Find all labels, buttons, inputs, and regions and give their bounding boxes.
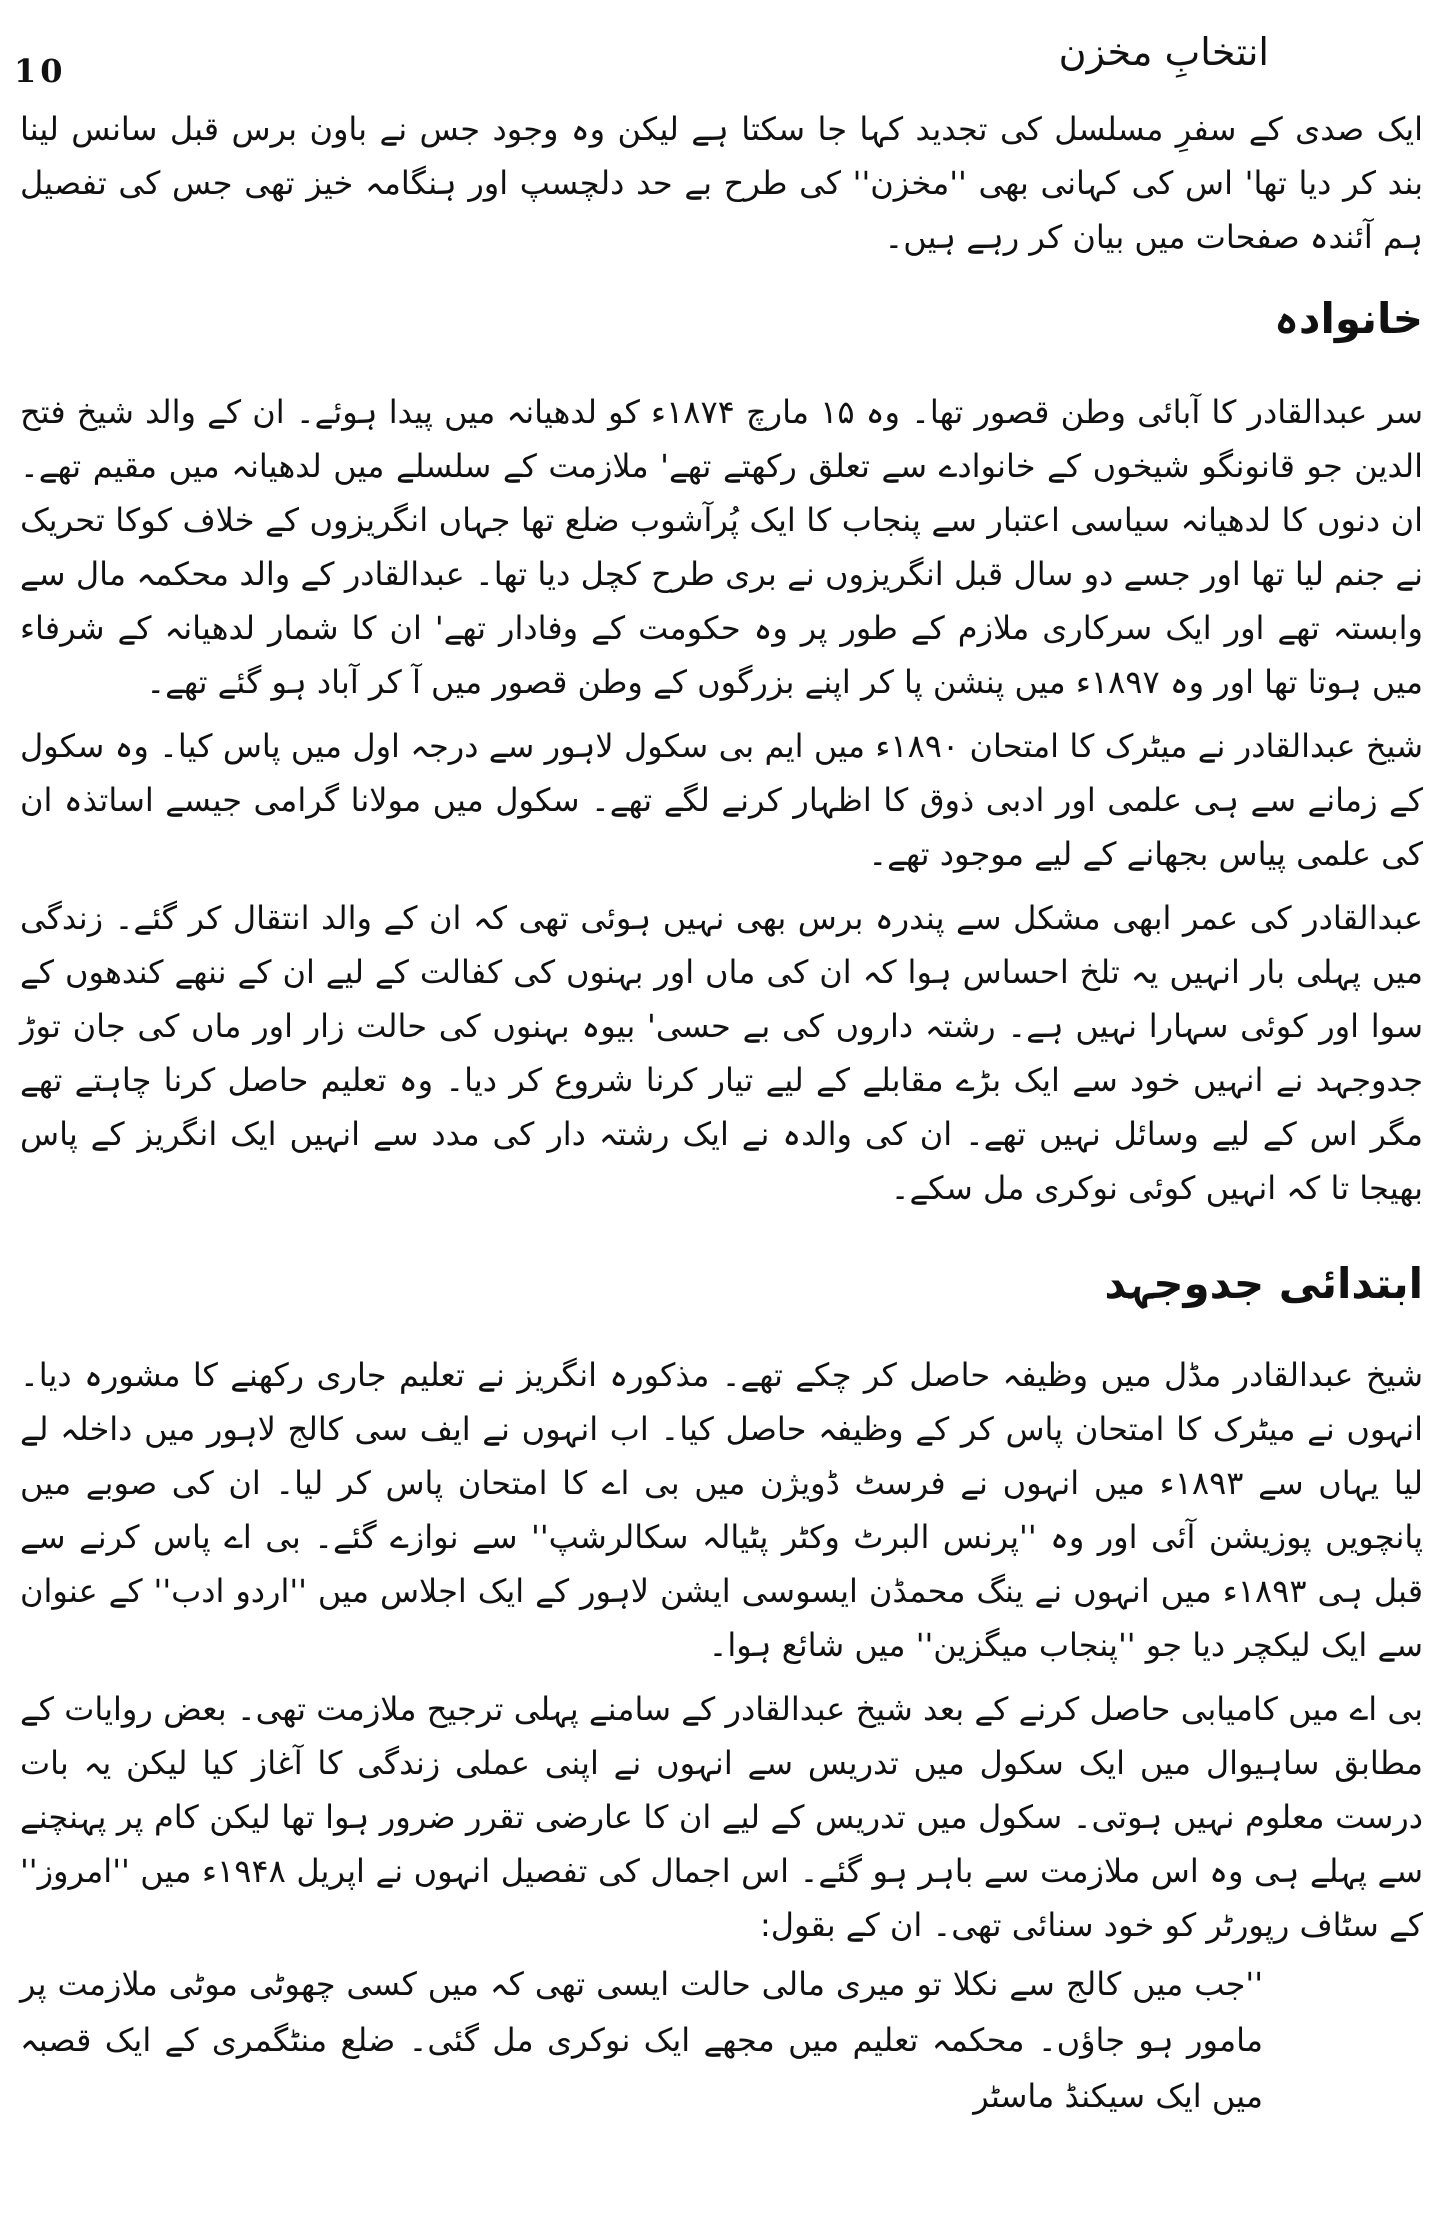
- paragraph: سر عبدالقادر کا آبائی وطن قصور تھا۔ وہ ۱۵ مارچ ۱۸۷۴ء کو لدھیانہ میں پیدا ہوئے۔ ان کے والد شیخ فتح الدین جو قانونگو شیخوں کے خانوادے سے تعلق رکھتے تھے' ملازمت کے سلسلے میں لدھیانہ میں مقیم تھے۔ ان دنوں کا لدھیانہ سیاسی اعتبار سے پنجاب کا ایک پُرآشوب ضلع تھا جہاں انگریزوں کے خلاف کوکا تحریک نے جنم لیا تھا اور جسے دو سال قبل انگریزوں نے بری طرح کچل دیا تھا۔ عبدالقادر کے والد محکمہ مال سے وابستہ تھے اور ایک سرکاری ملازم کے طور پر وہ حکومت کے وفادار تھے' ان کا شمار لدھیانہ کے شرفاء میں ہوتا تھا اور وہ ۱۸۹۷ء میں پنشن پا کر اپنے بزرگوں کے وطن قصور میں آ کر آباد ہو گئے تھے۔: [20, 393, 1424, 701]
- section-heading-family: خانوادہ: [1274, 294, 1423, 343]
- paragraph: بی اے میں کامیابی حاصل کرنے کے بعد شیخ عبدالقادر کے سامنے پہلی ترجیح ملازمت تھی۔ بعض روایات کے مطابق ساہیوال میں ایک سکول میں تدریس سے انہوں نے اپنی عملی زندگی کا آغاز کیا لیکن یہ بات درست معلوم نہیں ہوتی۔ سکول میں تدریس کے لیے ان کا عارضی تقرر ضرور ہوا تھا لیکن کام پر پہنچنے سے پہلے ہی وہ اس ملازمت سے باہر ہو گئے۔ اس اجمال کی تفصیل انہوں نے اپریل ۱۹۴۸ء میں ''امروز'' کے سٹاف رپورٹر کو خود سنائی تھی۔ ان کے بقول:: [20, 1690, 1424, 1944]
- paragraph: عبدالقادر کی عمر ابھی مشکل سے پندرہ برس بھی نہیں ہوئی تھی کہ ان کے والد انتقال کر گئے۔ زندگی میں پہلی بار انہیں یہ تلخ احساس ہوا کہ ان کی ماں اور بہنوں کی کفالت کے لیے ان کے ننھے کندھوں کے سوا اور کوئی سہارا نہیں ہے۔ رشتہ داروں کی بے حسی' بیوہ بہنوں کی حالت زار اور ماں کی جان توڑ جدوجہد نے انہیں خود سے ایک بڑے مقابلے کے لیے تیار کرنا شروع کر دیا۔ وہ تعلیم حاصل کرنا چاہتے تھے مگر اس کے لیے وسائل نہیں تھے۔ ان کی والدہ نے ایک رشتہ دار کی مدد سے انہیں ایک انگریز کے پاس بھیجا تا کہ انہیں کوئی نوکری مل سکے۔: [20, 899, 1423, 1207]
- page-body: [20, 102, 1423, 2204]
- page-number: 10: [14, 52, 67, 90]
- paragraph: شیخ عبدالقادر نے میٹرک کا امتحان ۱۸۹۰ء میں ایم بی سکول لاہور سے درجہ اول میں پاس کیا۔ وہ سکول کے زمانے سے ہی علمی اور ادبی ذوق کا اظہار کرنے لگے تھے۔ سکول میں مولانا گرامی جیسے اساتذہ ان کی علمی پیاس بجھانے کے لیے موجود تھے۔: [20, 727, 1424, 873]
- section-heading-early-struggle: ابتدائی جدوجہد: [1104, 1259, 1423, 1308]
- running-title: انتخابِ مخزن: [1058, 30, 1269, 74]
- intro-paragraph: ایک صدی کے سفرِ مسلسل کی تجدید کہا جا سکتا ہے لیکن وہ وجود جس نے باون برس قبل سانس لینا بند کر دیا تھا' اس کی کہانی بھی ''مخزن'' کی طرح بے حد دلچسپ اور ہنگامہ خیز تھی جس کی تفصیل ہم آئندہ صفحات میں بیان کر رہے ہیں۔: [20, 110, 1424, 256]
- paragraph: شیخ عبدالقادر مڈل میں وظیفہ حاصل کر چکے تھے۔ مذکورہ انگریز نے تعلیم جاری رکھنے کا مشورہ دیا۔ انہوں نے میٹرک کا امتحان پاس کر کے وظیفہ حاصل کیا۔ اب انہوں نے ایف سی کالج لاہور میں داخلہ لے لیا یہاں سے ۱۸۹۳ء میں انہوں نے فرسٹ ڈویژن میں بی اے کا امتحان پاس کر لیا۔ ان کی صوبے میں پانچویں پوزیشن آئی اور وہ ''پرنس البرٹ وکٹر پٹیالہ سکالرشپ'' سے نوازے گئے۔ بی اے پاس کرنے سے قبل ہی ۱۸۹۳ء میں انہوں نے ینگ محمڈن ایسوسی ایشن لاہور کے ایک اجلاس میں ''اردو ادب'' کے عنوان سے ایک لیکچر دیا جو ''پنجاب میگزین'' میں شائع ہوا۔: [20, 1356, 1424, 1664]
- block-quote: ''جب میں کالج سے نکلا تو میری مالی حالت ایسی تھی کہ میں کسی چھوٹی موٹی ملازمت پر مامور ہو جاؤں۔ محکمہ تعلیم میں مجھے ایک نوکری مل گئی۔ ضلع منٹگمری کے ایک قصبہ میں ایک سیکنڈ ماسٹر: [20, 1965, 1263, 2115]
